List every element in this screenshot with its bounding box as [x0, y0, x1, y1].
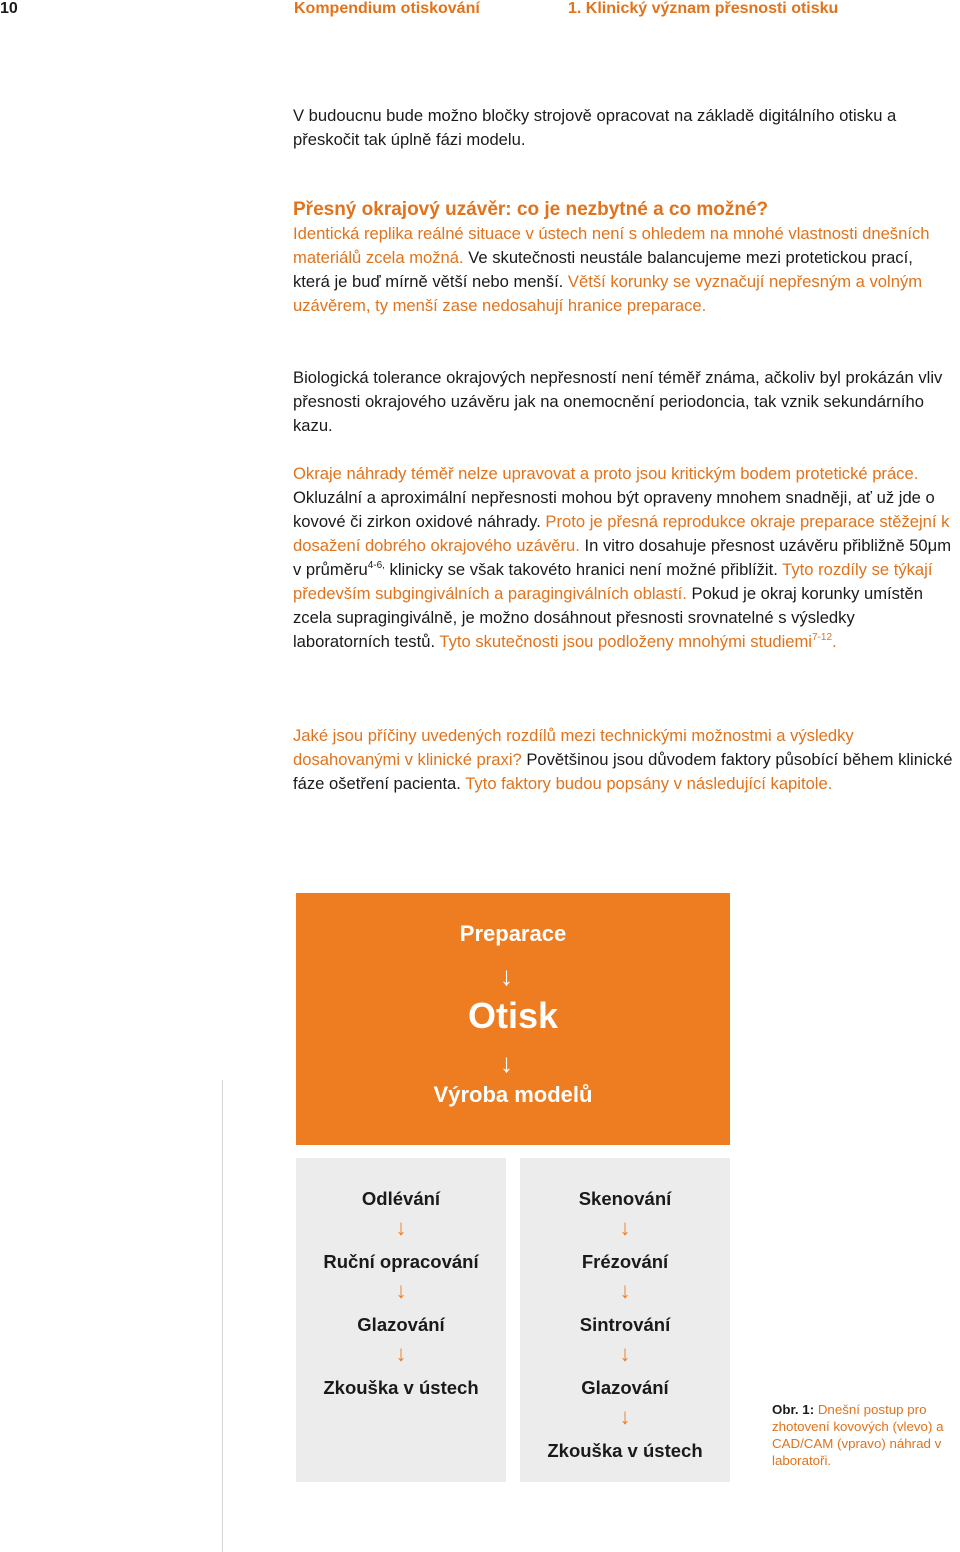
p4-sentence-1: Okraje náhrady téměř nelze upravovat a proto jsou kritickým bodem protetické práce. [293, 464, 919, 483]
p4-citation-2: 7-12 [812, 632, 833, 643]
paragraph-1-text: V budoucnu bude možno bločky strojově opracovat na základě digitálního otisku a přeskočit tak úplně fázi modelu. [293, 106, 897, 149]
down-arrow-icon: ↓ [500, 961, 513, 991]
down-arrow-icon: ↓ [612, 1112, 625, 1142]
down-arrow-icon: ↓ [395, 1341, 407, 1366]
figure-caption [772, 1401, 960, 1469]
down-arrow-icon: ↓ [500, 1048, 513, 1078]
step-rucni-opracovani: Ruční opracování [323, 1251, 479, 1272]
process-box-cadcam [520, 1158, 730, 1482]
step-frezovani: Frézování [581, 1251, 669, 1272]
paragraph-1 [293, 104, 953, 152]
p4-sentence-4: In vitro dosahuje přesnost uzávěru přibližně 50μm v průměru [293, 536, 952, 579]
p5-sentence-2: Povětšinou jsou důvodem faktory působící během klinické fáze ošetření pacienta. [293, 750, 953, 793]
down-arrow-icon: ↓ [619, 1404, 631, 1429]
page-number: 10 [0, 0, 18, 17]
margin-divider [222, 1080, 223, 1552]
process-box-metal [296, 1158, 506, 1482]
paragraph-3 [293, 366, 953, 438]
p4-sentence-6: Tyto rozdíly se týkají především subgingiválních a paragingiválních oblastí. [293, 560, 933, 603]
step-zkouska-v-ustech: Zkouška v ústech [547, 1440, 703, 1461]
section-heading: Přesný okrajový uzávěr: co je nezbytné a co možné? [293, 199, 769, 220]
step-vyroba-modelu: Výroba modelů [433, 1082, 593, 1107]
down-arrow-icon: ↓ [395, 1215, 407, 1240]
paragraph-3-text: Biologická tolerance okrajových nepřesností není téměř známa, ačkoliv byl prokázán vliv přesnosti okrajového uzávěru jak na onemocnění periodoncia, tak vznik sekundárního kazu. [293, 368, 943, 435]
caption-text: Dnešní postup pro zhotovení kovových (vlevo) a CAD/CAM (vpravo) náhrad v laboratoři. [772, 1402, 944, 1468]
down-arrow-icon: ↓ [619, 1215, 631, 1240]
p4-sentence-3: Proto je přesná reprodukce okraje preparace stěžejní k dosažení dobrého okrajového uzávěru. [293, 512, 950, 555]
p2-sentence-2: Ve skutečnosti neustále balancujeme mezi protetickou prací, která je buď mírně větší nebo menší. [293, 248, 913, 291]
p4-sentence-8: Tyto skutečnosti jsou podloženy mnohými studiemi [439, 632, 812, 651]
step-odlevani: Odlévání [361, 1188, 441, 1209]
paragraph-4 [293, 462, 953, 654]
down-arrow-icon: ↓ [395, 1278, 407, 1303]
step-skenovani: Skenování [578, 1188, 672, 1209]
step-zkouska-v-ustech: Zkouška v ústech [323, 1377, 479, 1398]
running-header [0, 0, 960, 20]
chapter-title: 1. Klinický význam přesnosti otisku [568, 0, 839, 17]
p4-sentence-7: Pokud je okraj korunky umístěn zcela supragingiválně, je možno dosáhnout přesnosti srovnatelné s výsledky laboratorních testů. [293, 584, 924, 651]
section-block [293, 198, 953, 318]
p4-sentence-2: Okluzální a aproximální nepřesnosti mohou být opraveny mnohem snadněji, ať už jde o kovové či zirkon oxidové náhrady. [293, 488, 935, 531]
step-otisk: Otisk [467, 995, 559, 1036]
p2-sentence-1: Identická replika reálné situace v ústech není s ohledem na mnohé vlastnosti dnešních materiálů zcela možná. [293, 224, 930, 267]
process-box-orange [296, 893, 730, 1145]
p4-period: . [832, 632, 837, 651]
step-sintrovani: Sintrování [579, 1314, 671, 1335]
paragraph-2 [293, 222, 953, 318]
step-glazovani: Glazování [357, 1314, 445, 1335]
paragraph-5 [293, 724, 953, 796]
caption-label: Obr. 1: [772, 1402, 815, 1417]
p4-citation-1: 4-6, [367, 560, 385, 571]
p5-sentence-1: Jaké jsou příčiny uvedených rozdílů mezi technickými možnostmi a výsledky dosahovanými v klinické praxi? [293, 726, 854, 769]
down-arrow-icon: ↓ [619, 1341, 631, 1366]
down-arrow-icon: ↓ [619, 1278, 631, 1303]
p5-sentence-3: Tyto faktory budou popsány v následující kapitole. [465, 774, 833, 793]
p4-sentence-5: klinicky se však takovéto hranici není možné přiblížit. [384, 560, 783, 579]
step-preparace: Preparace [459, 921, 567, 946]
p2-sentence-3: Větší korunky se vyznačují nepřesným a volným uzávěrem, ty menší zase nedosahují hranice preparace. [293, 272, 923, 315]
step-glazovani: Glazování [581, 1377, 669, 1398]
down-arrow-icon: ↓ [378, 1112, 391, 1142]
book-title: Kompendium otiskování [294, 0, 480, 17]
